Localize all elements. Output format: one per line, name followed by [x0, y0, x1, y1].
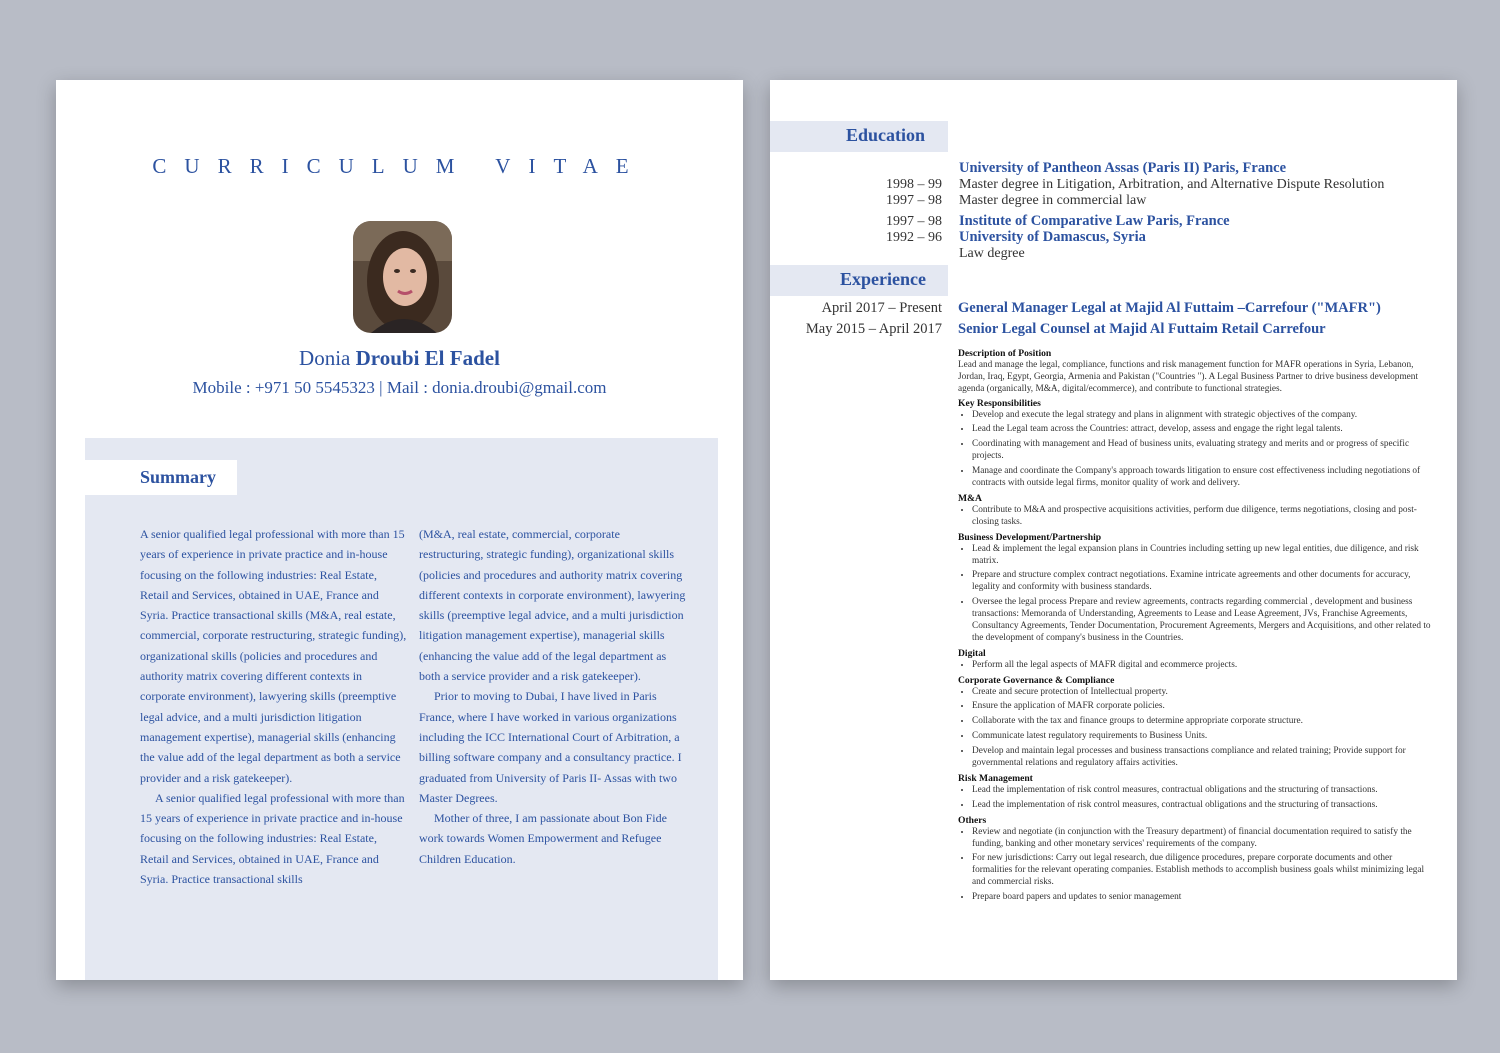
cv-page-2 — [770, 80, 1457, 980]
education-heading: Education — [846, 125, 926, 145]
bullet-item: • Lead the implementation of risk control measures, contractual obligations and the structuring of transactions. — [972, 785, 1433, 797]
degree-text: Master degree in commercial law — [959, 193, 1147, 208]
bullet-item: • Develop and maintain legal processes and business transactions compliance and related training; Provide support for governmental relations and regulatory affairs activities. — [972, 746, 1433, 770]
summary-section — [85, 438, 718, 980]
education-years: 1992 – 96 — [886, 230, 942, 245]
bullet-item: • Prepare and structure complex contract negotiations. Examine intricate agreements and other documents for accuracy, legality and conformity with business standards. — [972, 570, 1433, 594]
bullet-item: • Lead the implementation of risk control measures, contractual obligations and the structuring of transactions. — [972, 800, 1433, 812]
experience-heading-band — [770, 265, 948, 296]
summary-paragraph: A senior qualified legal professional with more than 15 years of experience in private practice and in-house focusing on the following industries: Real Estate, Retail and Services, obtained in UAE, France and Syria. Practice transactional skills — [140, 790, 405, 887]
summary-paragraph: A senior qualified legal professional with more than 15 years of experience in private practice and in-house focusing on the following industries: Real Estate, Retail and Services, obtained in UAE, France and Syria. Practice transactional skills (M&A, real estate, commercial, corporate restructuring, strategic funding), organizational skills (policies and procedures and authority matrix covering different contexts in corporate environment), lawyering skills (preemptive legal advice, and a multi jurisdiction litigation management expertise), managerial skills (enhancing the value add of the legal department as both a service provider and a risk gatekeeper). — [140, 527, 407, 785]
university-name: Institute of Comparative Law Paris, France — [959, 213, 1230, 229]
last-name: Droubi El Fadel — [355, 346, 500, 370]
university-name: University of Pantheon Assas (Paris II) Paris, France — [959, 160, 1287, 176]
experience-details — [958, 346, 1433, 907]
education-years: 1998 – 99 — [886, 177, 942, 192]
bullet-list — [958, 410, 1433, 490]
degree-text: Law degree — [959, 246, 1025, 261]
university-name: University of Damascus, Syria — [959, 229, 1146, 245]
description-text: Lead and manage the legal, compliance, functions and risk management function for MAFR operations in Syria, Lebanon, Jordan, Iraq, Egypt, Georgia, Armenia and Pakistan ("Countries "). A Legal Business Partner to drive business development agenda (organically, M&A, digital/ecommerce), and contribute to functional strategies. — [958, 359, 1419, 394]
education-years: 1997 – 98 — [886, 214, 942, 229]
cv-page-1 — [56, 80, 743, 980]
bullet-item: • Coordinating with management and Head of business units, evaluating strategy and merits and or progress of specific projects. — [972, 439, 1433, 463]
bullet-item: • Ensure the application of MAFR corporate policies. — [972, 701, 1433, 713]
role-dates: May 2015 – April 2017 — [805, 321, 942, 337]
bullet-list — [958, 687, 1433, 770]
education-list — [770, 160, 1457, 270]
description-heading: Description of Position — [958, 348, 1052, 359]
bullet-item: • Manage and coordinate the Company's approach towards litigation to ensure cost effectiveness including negotiations of contracts with outside legal firms, monitor quality of work and delivery. — [972, 466, 1433, 490]
degree-text: Master degree in Litigation, Arbitration, and Alternative Dispute Resolution — [959, 177, 1385, 192]
summary-column-1 — [140, 524, 408, 889]
bullet-list — [958, 660, 1433, 672]
bullet-item: • Develop and execute the legal strategy and plans in alignment with strategic objectives of the company. — [972, 410, 1433, 422]
bullet-item: • Oversee the legal process Prepare and review agreements, contracts regarding commercial , development and business transactions: Memoranda of Understanding, Agreements to Lease and Lease Agreement, JVs, Franchise Agreements, Consultancy Agreements, Tender Documentation, Procurement Agreements, Mergers and Acquisitions, and other related to the development of company's business in the Countries. — [972, 597, 1433, 645]
summary-column-2 — [419, 524, 687, 869]
summary-heading: Summary — [140, 467, 216, 487]
summary-heading-tab — [85, 460, 237, 495]
bullet-item: • Lead & implement the legal expansion plans in Countries including setting up new legal entities, due diligence, and risk matrix. — [972, 544, 1433, 568]
bullet-list — [958, 544, 1433, 645]
first-name: Donia — [299, 346, 351, 370]
person-name — [56, 346, 743, 371]
summary-paragraph: Mother of three, I am passionate about Bon Fide work towards Women Empowerment and Refugee Children Education. — [419, 811, 667, 866]
summary-paragraph: Prior to moving to Dubai, I have lived in Paris France, where I have worked in various organizations including the ICC International Court of Arbitration, a billing software company and a consultancy practice. I graduated from University of Paris II- Assas with two Master Degrees. — [419, 689, 682, 805]
cv-title: CURRICULUM VITAE — [152, 154, 647, 178]
role-title: Senior Legal Counsel at Majid Al Futtaim Retail Carrefour — [958, 321, 1326, 337]
section-heading: Risk Management — [958, 773, 1033, 784]
role-title: General Manager Legal at Majid Al Futtaim –Carrefour ("MAFR") — [958, 300, 1381, 316]
bullet-list — [958, 827, 1433, 904]
bullet-item: • Contribute to M&A and prospective acquisitions activities, perform due diligence, terms negotiations, closing and post-closing tasks. — [972, 505, 1433, 529]
bullet-item: • Perform all the legal aspects of MAFR digital and ecommerce projects. — [972, 660, 1433, 672]
experience-heading: Experience — [840, 269, 926, 289]
profile-photo — [353, 221, 452, 333]
bullet-item: • Collaborate with the tax and finance groups to determine appropriate corporate structure. — [972, 716, 1433, 728]
section-heading: Digital — [958, 647, 986, 659]
bullet-item: • Create and secure protection of Intellectual property. — [972, 687, 1433, 699]
bullet-item: • Lead the Legal team across the Countries: attract, develop, assess and engage the right legal talents. — [972, 424, 1433, 436]
experience-roles — [770, 300, 1457, 340]
bullet-item: • Prepare board papers and updates to senior management — [972, 892, 1433, 904]
education-years: 1997 – 98 — [886, 193, 942, 208]
bullet-item: • Review and negotiate (in conjunction with the Treasury department) of financial documentation required to satisfy the funding, banking and other monetary services' requirements of the company. — [972, 827, 1433, 851]
education-heading-band — [770, 121, 948, 152]
section-heading: Corporate Governance & Compliance — [958, 674, 1115, 686]
bullet-item: • For new jurisdictions: Carry out legal research, due diligence procedures, prepare corporate documents and other formalities for the relevant operating companies. Establish methods to accomplish business goals whilst minimizing legal and commercial risks. — [972, 853, 1433, 889]
bullet-item: • Communicate latest regulatory requirements to Business Units. — [972, 731, 1433, 743]
section-heading: Others — [958, 814, 987, 826]
summary-paragraph: (M&A, real estate, commercial, corporate restructuring, strategic funding), organizational skills (policies and procedures and authority matrix covering different contexts in corporate environment), lawyering skills (preemptive legal advice, and a multi jurisdiction litigation management expertise), managerial skills (enhancing the value add of the legal department as both a service provider and a risk gatekeeper). — [419, 527, 686, 684]
contact-line: Mobile : +971 50 5545323 | Mail : donia.droubi@gmail.com — [192, 378, 607, 397]
section-heading: M&A — [958, 492, 982, 504]
bullet-list — [958, 505, 1433, 529]
bullet-list — [958, 785, 1433, 812]
section-heading: Key Responsibilities — [958, 397, 1041, 409]
section-heading: Business Development/Partnership — [958, 531, 1102, 543]
role-dates: April 2017 – Present — [821, 300, 942, 316]
